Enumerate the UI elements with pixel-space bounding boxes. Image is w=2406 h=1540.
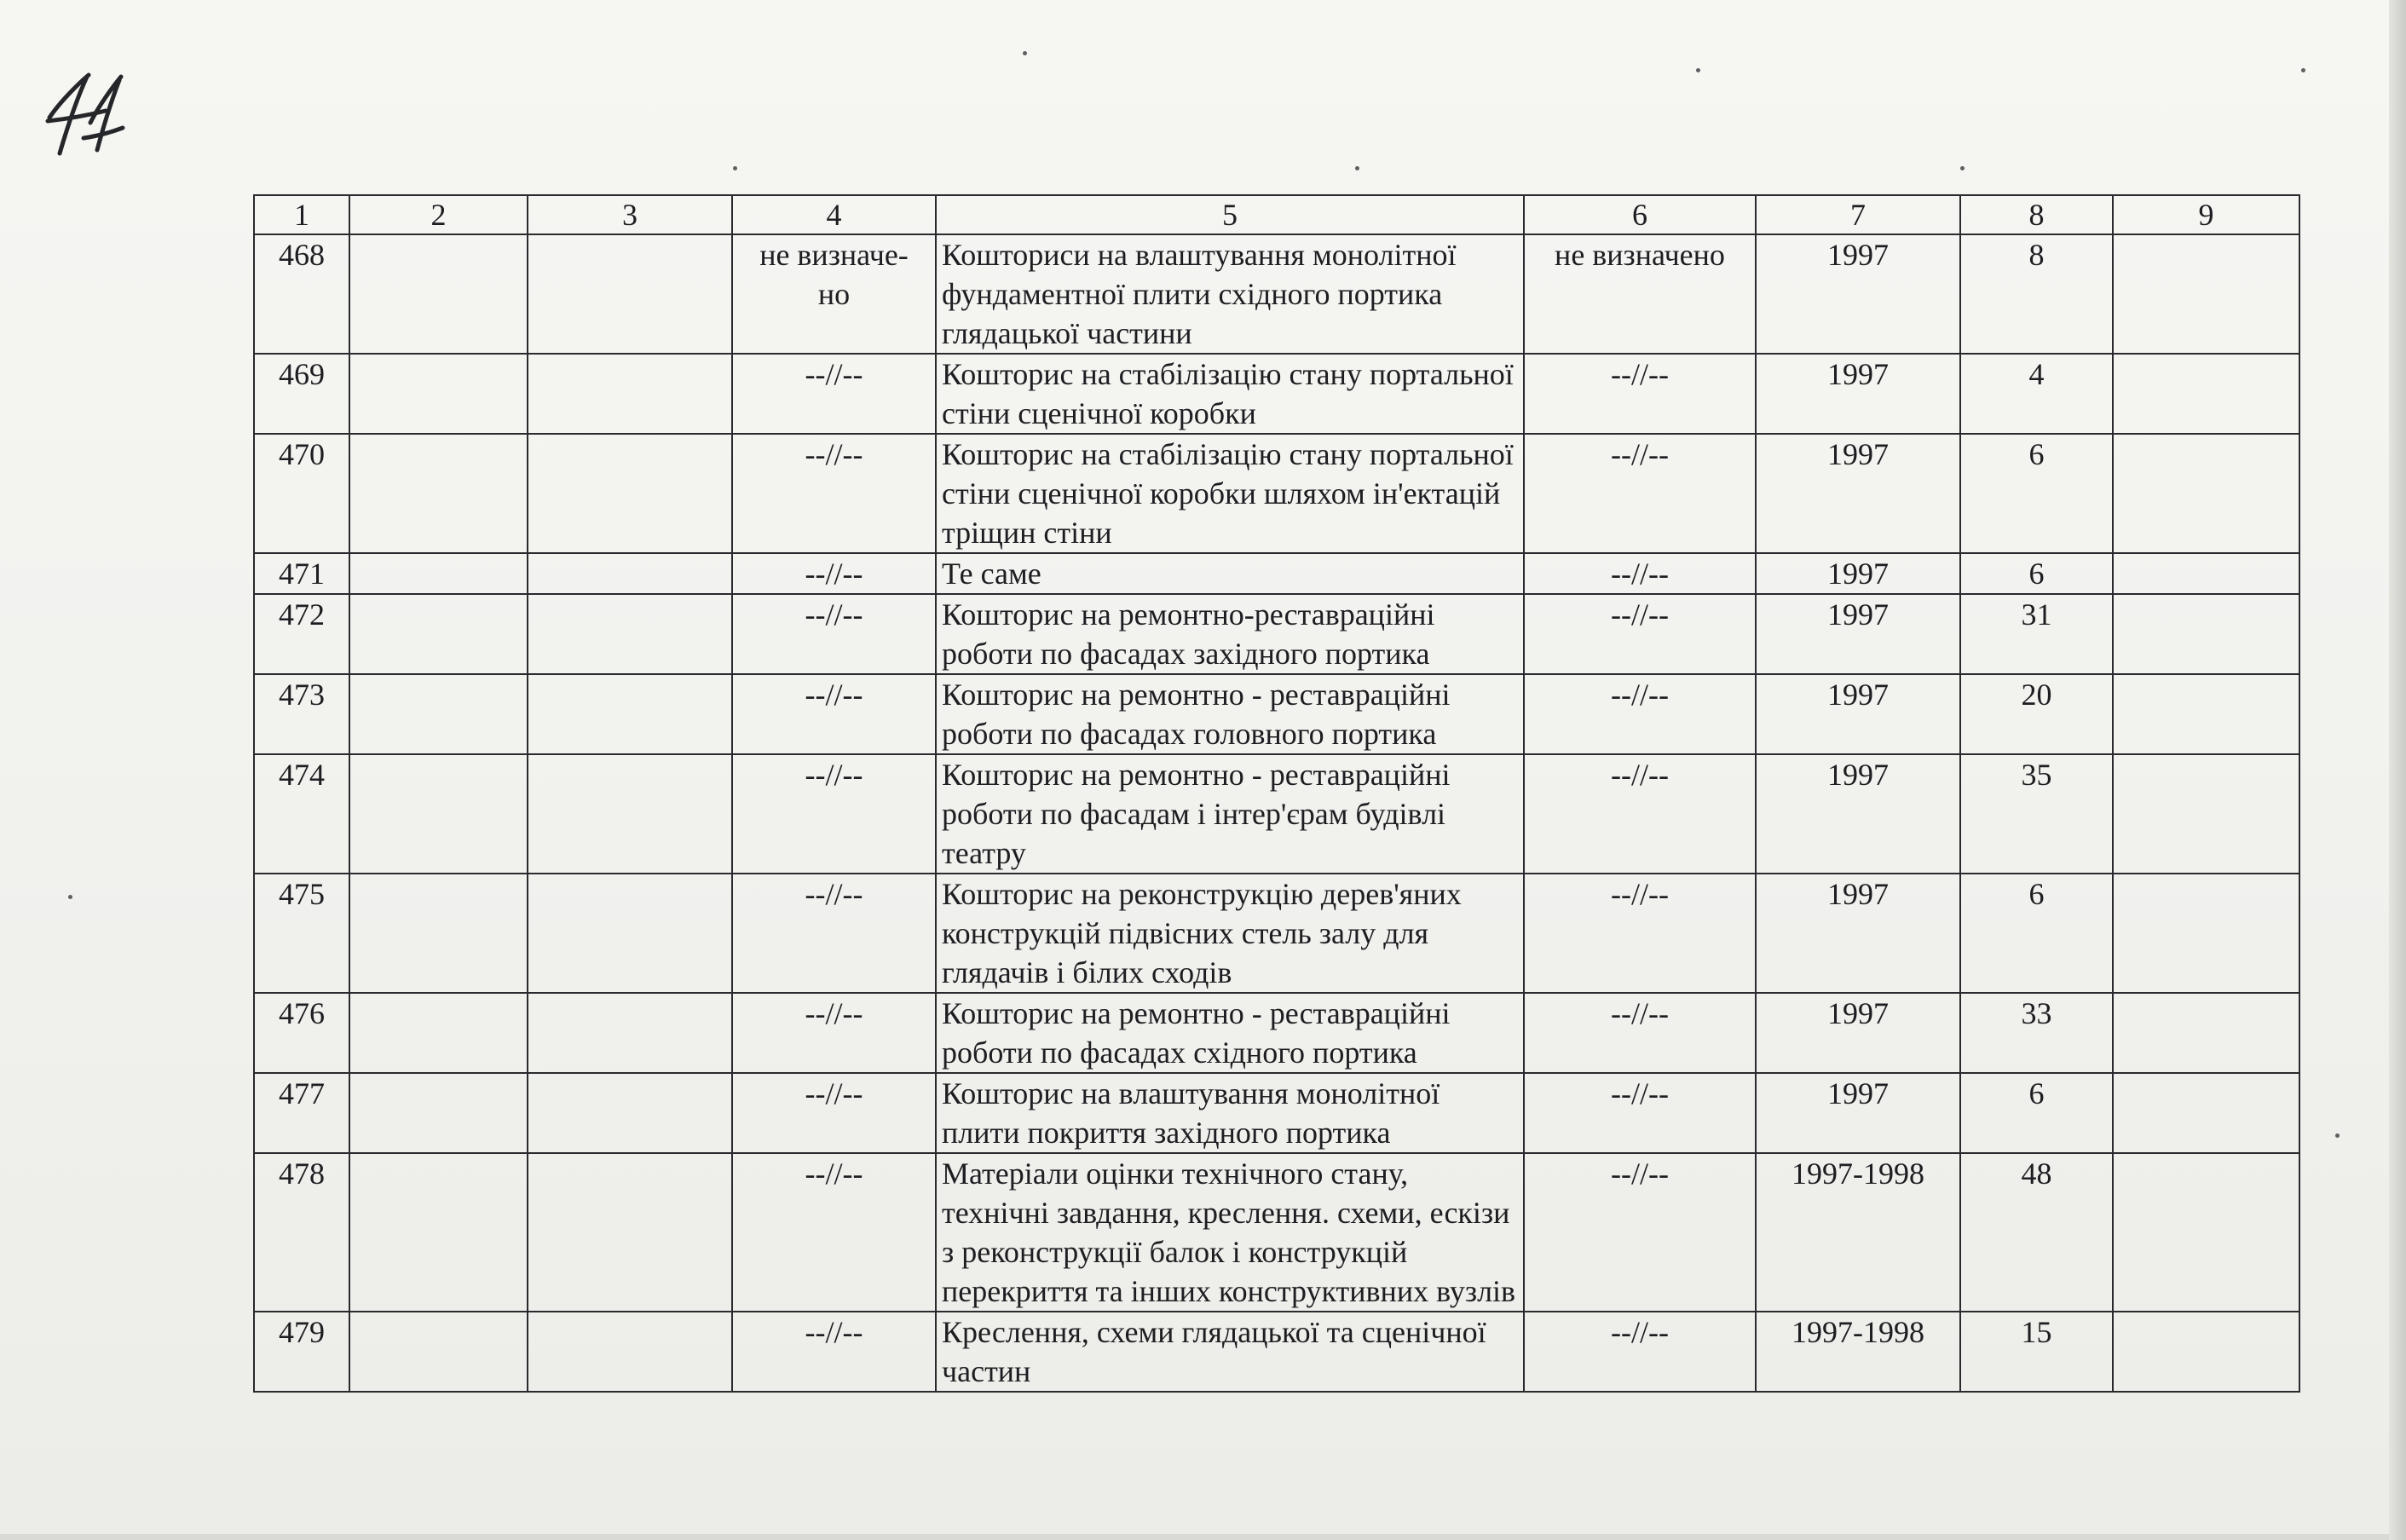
column-6-cell: --//-- (1524, 754, 1756, 874)
column-2-cell (349, 1312, 528, 1392)
column-2-cell (349, 1153, 528, 1312)
item-number-cell: 473 (254, 674, 349, 754)
column-6-cell: не визначено (1524, 234, 1756, 354)
column-2-cell (349, 354, 528, 434)
item-number-cell: 471 (254, 553, 349, 594)
column-number: 8 (1960, 195, 2113, 234)
paper-speck (2301, 68, 2305, 72)
column-3-cell (528, 434, 732, 553)
description-cell: Кошторис на ремонтно-реставраційні роботи по фасадах західного портика (936, 594, 1524, 674)
column-number: 1 (254, 195, 349, 234)
folio-number-handwritten (34, 68, 128, 162)
column-3-cell (528, 993, 732, 1073)
column-number: 7 (1756, 195, 1960, 234)
column-2-cell (349, 754, 528, 874)
column-6-cell: --//-- (1524, 674, 1756, 754)
table-row (254, 1153, 2299, 1312)
column-number: 3 (528, 195, 732, 234)
column-2-cell (349, 594, 528, 674)
paper-speck (1355, 166, 1359, 170)
description-cell: Кошторис на реконструкцію дерев'яних конструкцій підвісних стель залу для глядачів і білих сходів (936, 874, 1524, 993)
notes-cell (2113, 1153, 2299, 1312)
date-cell: 1997 (1756, 234, 1960, 354)
table-row (254, 434, 2299, 553)
notes-cell (2113, 674, 2299, 754)
column-6-cell: --//-- (1524, 1312, 1756, 1392)
column-6-cell: --//-- (1524, 874, 1756, 993)
column-2-cell (349, 1073, 528, 1153)
date-cell: 1997 (1756, 993, 1960, 1073)
table-row (254, 594, 2299, 674)
table-row (254, 754, 2299, 874)
column-2-cell (349, 234, 528, 354)
table-row (254, 674, 2299, 754)
pages-count-cell: 31 (1960, 594, 2113, 674)
table-row (254, 993, 2299, 1073)
pages-count-cell: 8 (1960, 234, 2113, 354)
item-number-cell: 476 (254, 993, 349, 1073)
paper-speck (1696, 68, 1700, 72)
column-6-cell: --//-- (1524, 1073, 1756, 1153)
description-cell: Кошторис на стабілізацію стану портальної стіни сценічної коробки шляхом ін'ектацій тріщин стіни (936, 434, 1524, 553)
item-number-cell: 469 (254, 354, 349, 434)
column-4-cell: --//-- (732, 553, 936, 594)
column-number: 6 (1524, 195, 1756, 234)
date-cell: 1997 (1756, 594, 1960, 674)
item-number-cell: 468 (254, 234, 349, 354)
notes-cell (2113, 754, 2299, 874)
handwritten-signature-mark (34, 68, 128, 162)
paper-speck (1023, 51, 1027, 55)
column-2-cell (349, 434, 528, 553)
item-number-cell: 479 (254, 1312, 349, 1392)
column-6-cell: --//-- (1524, 434, 1756, 553)
column-4-cell: --//-- (732, 993, 936, 1073)
column-2-cell (349, 674, 528, 754)
table-row (254, 234, 2299, 354)
pages-count-cell: 15 (1960, 1312, 2113, 1392)
notes-cell (2113, 993, 2299, 1073)
paper-speck (68, 895, 72, 899)
column-3-cell (528, 874, 732, 993)
column-2-cell (349, 553, 528, 594)
description-cell: Кошторис на ремонтно - реставраційні роботи по фасадах східного портика (936, 993, 1524, 1073)
notes-cell (2113, 354, 2299, 434)
column-4-cell: не визначе- но (732, 234, 936, 354)
column-3-cell (528, 1153, 732, 1312)
item-number-cell: 472 (254, 594, 349, 674)
date-cell: 1997 (1756, 674, 1960, 754)
column-3-cell (528, 1073, 732, 1153)
column-6-cell: --//-- (1524, 594, 1756, 674)
date-cell: 1997 (1756, 354, 1960, 434)
paper-speck (2335, 1133, 2340, 1138)
column-4-cell: --//-- (732, 594, 936, 674)
pages-count-cell: 6 (1960, 434, 2113, 553)
notes-cell (2113, 1073, 2299, 1153)
notes-cell (2113, 874, 2299, 993)
description-cell: Те саме (936, 553, 1524, 594)
column-4-cell: --//-- (732, 1312, 936, 1392)
pages-count-cell: 20 (1960, 674, 2113, 754)
column-3-cell (528, 234, 732, 354)
column-4-cell: --//-- (732, 1073, 936, 1153)
paper-speck (733, 166, 737, 170)
column-2-cell (349, 993, 528, 1073)
register-body (254, 234, 2299, 1392)
description-cell: Кошторис на ремонтно - реставраційні роботи по фасадах головного портика (936, 674, 1524, 754)
table-row (254, 1073, 2299, 1153)
item-number-cell: 475 (254, 874, 349, 993)
table-row (254, 874, 2299, 993)
description-cell: Кошторис на ремонтно - реставраційні роботи по фасадам і інтер'єрам будівлі театру (936, 754, 1524, 874)
column-6-cell: --//-- (1524, 354, 1756, 434)
column-6-cell: --//-- (1524, 1153, 1756, 1312)
column-4-cell: --//-- (732, 874, 936, 993)
column-4-cell: --//-- (732, 354, 936, 434)
column-number: 5 (936, 195, 1524, 234)
pages-count-cell: 6 (1960, 874, 2113, 993)
table-row (254, 1312, 2299, 1392)
item-number-cell: 474 (254, 754, 349, 874)
date-cell: 1997 (1756, 1073, 1960, 1153)
pages-count-cell: 35 (1960, 754, 2113, 874)
paper-speck (1960, 166, 1965, 170)
pages-count-cell: 48 (1960, 1153, 2113, 1312)
pages-count-cell: 4 (1960, 354, 2113, 434)
description-cell: Кошторис на влаштування монолітної плити покриття західного портика (936, 1073, 1524, 1153)
table-row (254, 354, 2299, 434)
column-3-cell (528, 1312, 732, 1392)
pages-count-cell: 6 (1960, 1073, 2113, 1153)
notes-cell (2113, 553, 2299, 594)
date-cell: 1997 (1756, 874, 1960, 993)
column-number: 4 (732, 195, 936, 234)
archive-register (253, 194, 2299, 1393)
column-number: 2 (349, 195, 528, 234)
notes-cell (2113, 434, 2299, 553)
pages-count-cell: 6 (1960, 553, 2113, 594)
description-cell: Кошторис на стабілізацію стану портальної стіни сценічної коробки (936, 354, 1524, 434)
item-number-cell: 477 (254, 1073, 349, 1153)
notes-cell (2113, 234, 2299, 354)
pages-count-cell: 33 (1960, 993, 2113, 1073)
column-3-cell (528, 594, 732, 674)
item-number-cell: 478 (254, 1153, 349, 1312)
register-table (253, 194, 2300, 1393)
column-4-cell: --//-- (732, 1153, 936, 1312)
date-cell: 1997-1998 (1756, 1312, 1960, 1392)
column-4-cell: --//-- (732, 434, 936, 553)
column-6-cell: --//-- (1524, 993, 1756, 1073)
column-3-cell (528, 674, 732, 754)
notes-cell (2113, 1312, 2299, 1392)
page-edge-shadow (2389, 0, 2406, 1540)
date-cell: 1997-1998 (1756, 1153, 1960, 1312)
column-number-row (254, 195, 2299, 234)
description-cell: Кошториси на влаштування монолітної фундаментної плити східного портика глядацької частини (936, 234, 1524, 354)
column-number: 9 (2113, 195, 2299, 234)
column-3-cell (528, 754, 732, 874)
description-cell: Матеріали оцінки технічного стану, технічні завдання, креслення. схеми, ескізи з реконструкції балок і конструкцій перекриття та інших конструктивних вузлів (936, 1153, 1524, 1312)
date-cell: 1997 (1756, 553, 1960, 594)
table-row (254, 553, 2299, 594)
column-2-cell (349, 874, 528, 993)
column-3-cell (528, 354, 732, 434)
column-4-cell: --//-- (732, 674, 936, 754)
column-4-cell: --//-- (732, 754, 936, 874)
description-cell: Креслення, схеми глядацької та сценічної частин (936, 1312, 1524, 1392)
date-cell: 1997 (1756, 754, 1960, 874)
item-number-cell: 470 (254, 434, 349, 553)
date-cell: 1997 (1756, 434, 1960, 553)
column-6-cell: --//-- (1524, 553, 1756, 594)
notes-cell (2113, 594, 2299, 674)
column-3-cell (528, 553, 732, 594)
